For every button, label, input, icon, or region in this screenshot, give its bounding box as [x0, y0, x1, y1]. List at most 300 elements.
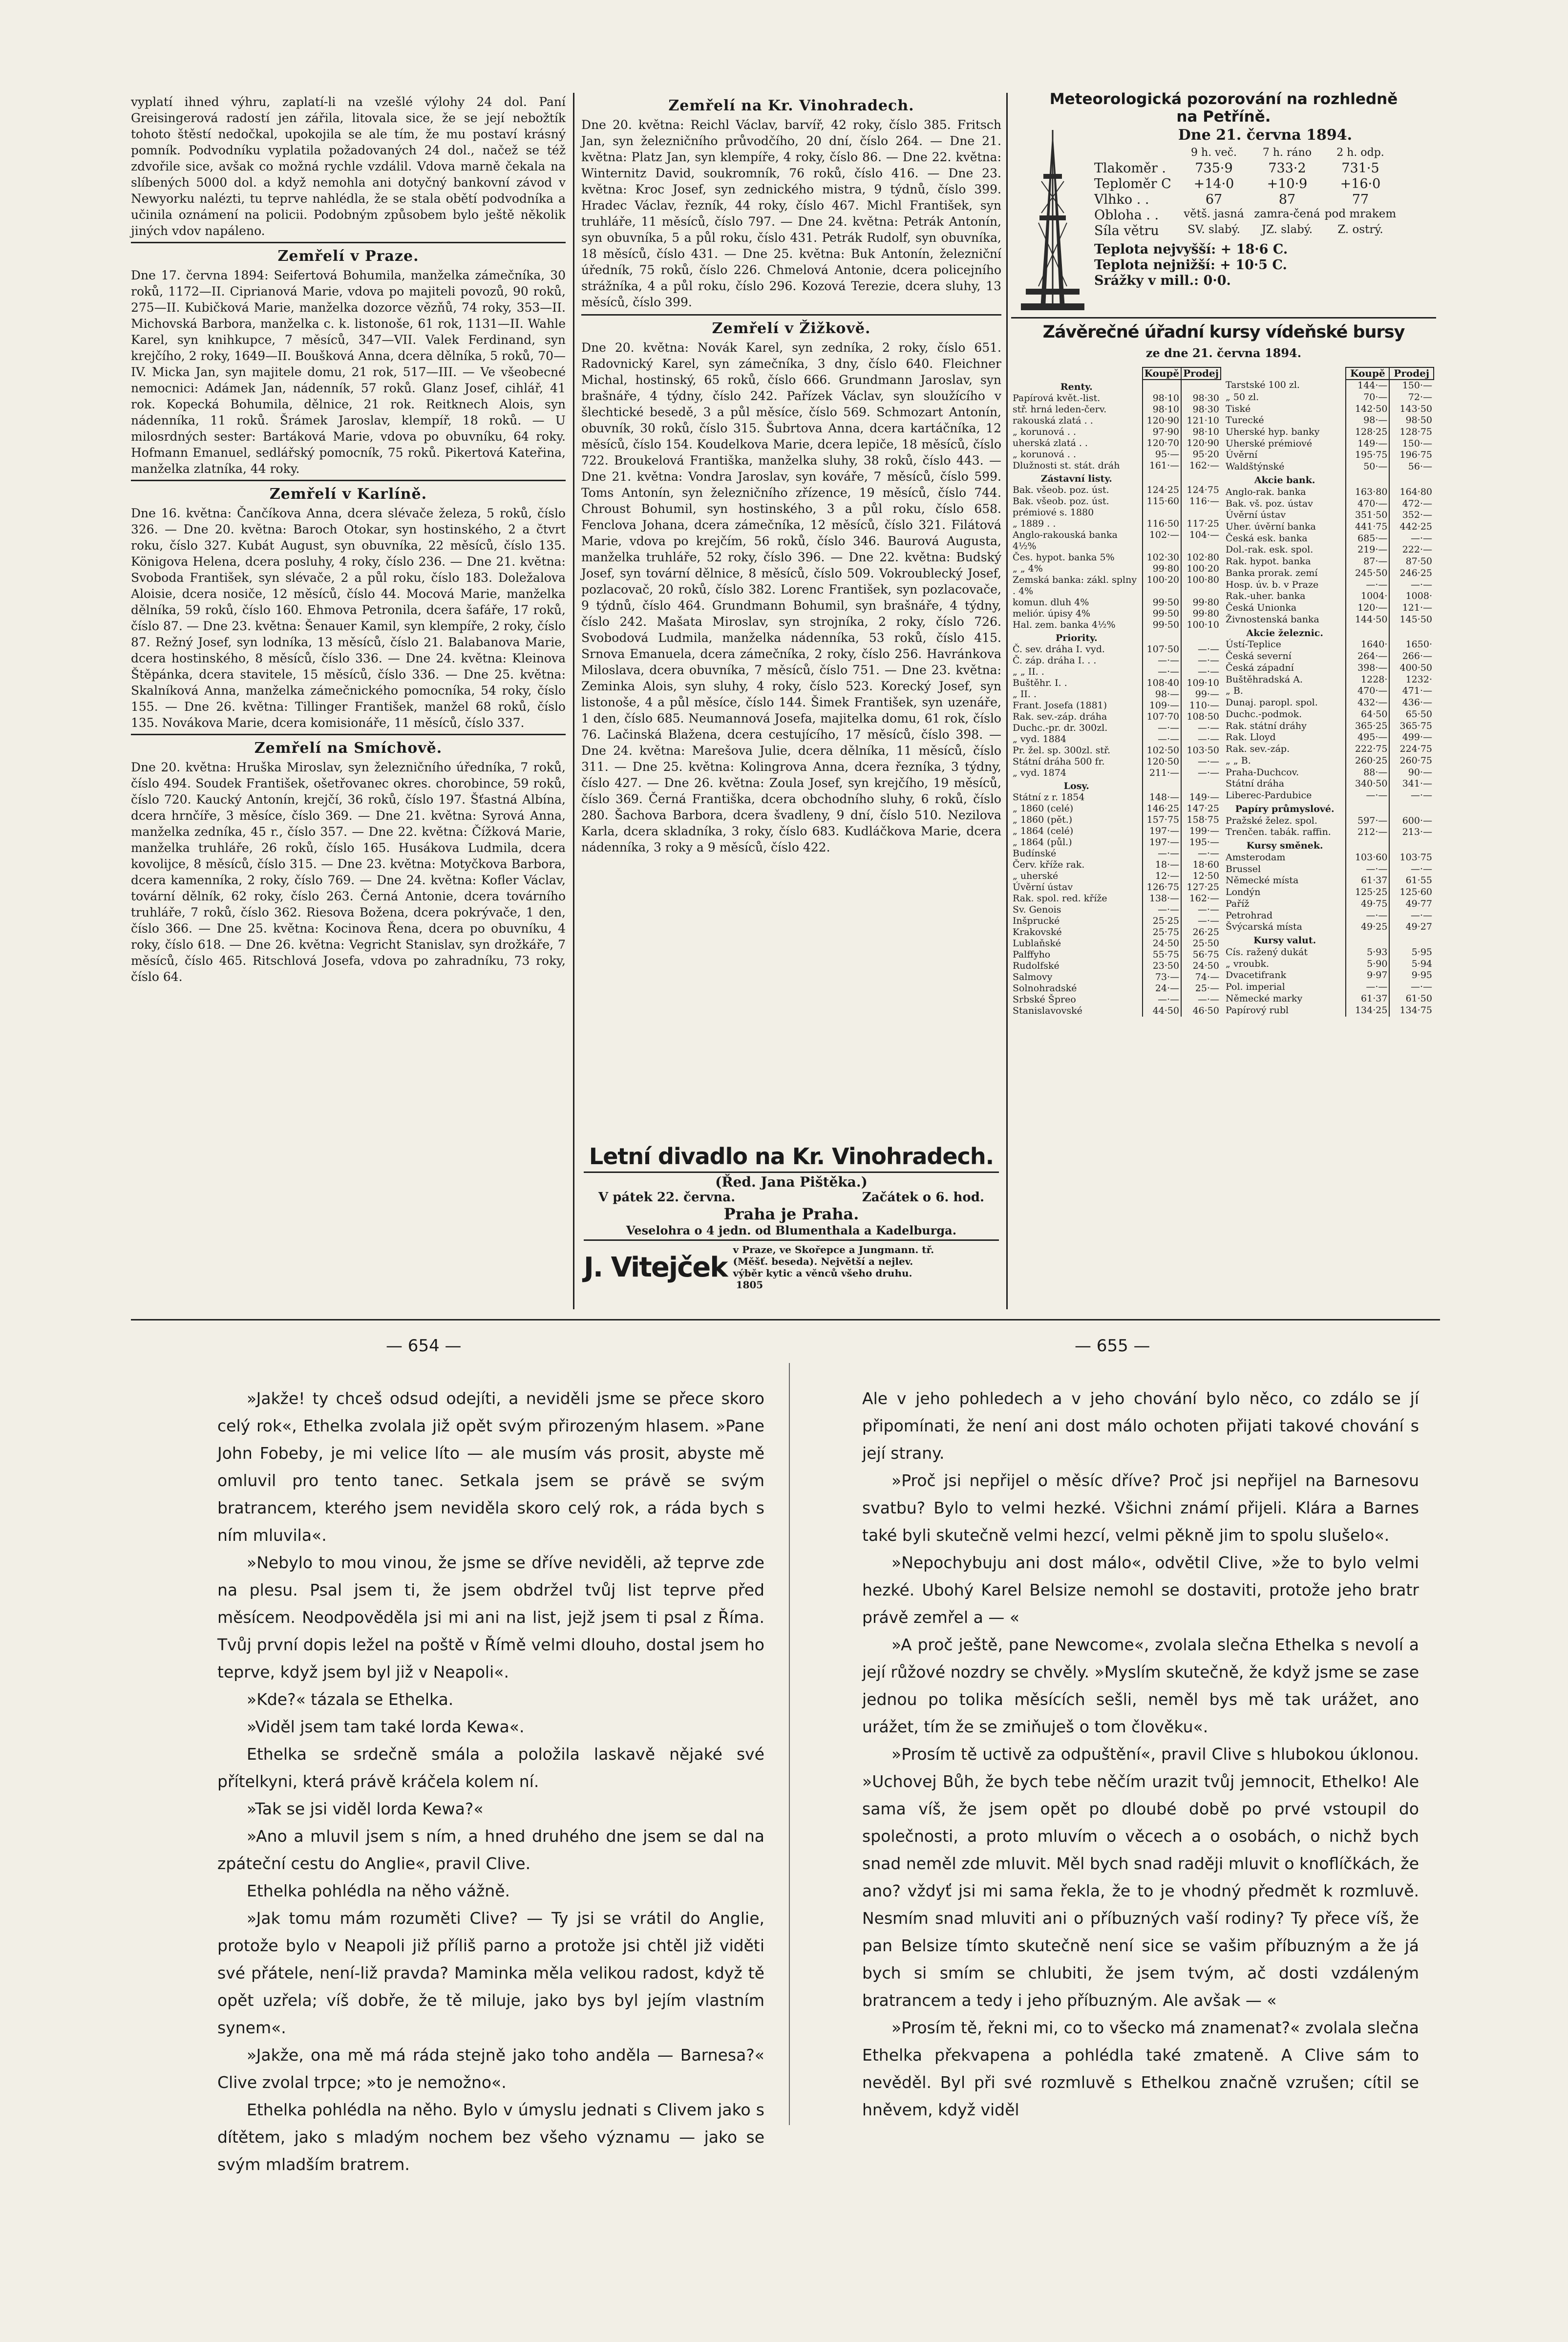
- sell-price: 87·50: [1389, 556, 1434, 568]
- security-name: „ 1889 . .: [1013, 518, 1056, 529]
- buy-price: 365·25: [1346, 721, 1389, 732]
- sell-price: 116·—: [1181, 496, 1221, 518]
- sell-price: —·—: [1389, 790, 1434, 802]
- security-name: „ 1860 (pět.): [1013, 814, 1073, 825]
- table-row: [1224, 614, 1434, 626]
- security-name: Kursy valut.: [1253, 935, 1316, 946]
- security-name: Tarstské 100 zl.: [1226, 380, 1300, 390]
- meteo-title-line2: na Petříně.: [1176, 108, 1271, 126]
- buy-price: [1143, 779, 1182, 792]
- smichov-heading: Zemřelí na Smíchově.: [254, 740, 443, 757]
- table-row: [1224, 778, 1434, 790]
- sell-price: 128·75: [1389, 426, 1434, 438]
- sell-price: 1650·: [1389, 639, 1434, 651]
- sell-price: —·—: [1181, 734, 1221, 745]
- buy-price: —·—: [1346, 910, 1389, 922]
- security-name: Dunaj. paropl. spol.: [1226, 697, 1318, 708]
- sell-price: 120·90: [1181, 438, 1221, 449]
- buy-price: 115·60: [1143, 496, 1182, 518]
- sell-price: 224·75: [1389, 744, 1434, 755]
- security-name: Banka prorak. zemí: [1226, 567, 1318, 578]
- buy-price: 1640·: [1346, 639, 1389, 651]
- table-row: [1011, 644, 1221, 655]
- table-row: [1011, 485, 1221, 496]
- sell-price: 400·50: [1389, 662, 1434, 674]
- table-row: [1011, 552, 1221, 563]
- sell-price: —·—: [1181, 916, 1221, 927]
- sell-price: [1389, 838, 1434, 852]
- sell-price: —·—: [1389, 533, 1434, 545]
- meteo-value: 733·2: [1268, 161, 1306, 176]
- table-row: [1224, 461, 1434, 473]
- table-row: [1224, 591, 1434, 602]
- security-name: Lublaňské: [1013, 938, 1061, 949]
- table-row: [1224, 651, 1434, 662]
- bourse-title: Závěrečné úřadní kursy vídeňské bursy: [1042, 322, 1405, 342]
- security-name: Turecké: [1226, 415, 1264, 426]
- bourse-table-left: [1011, 367, 1221, 1017]
- sell-price: 162·—: [1181, 460, 1221, 471]
- sell-price: 100·20: [1181, 563, 1221, 575]
- buy-price: 149·—: [1346, 438, 1389, 450]
- buy-price: 24·—: [1143, 983, 1182, 994]
- buy-price: 219·—: [1346, 544, 1389, 556]
- buy-price: 195·75: [1346, 449, 1389, 461]
- security-name: Salmovy: [1013, 972, 1053, 982]
- table-row: [1224, 732, 1434, 744]
- sell-price: [1389, 802, 1434, 815]
- security-name: Rak. spol. red. kříže: [1013, 893, 1107, 904]
- sell-price: —·—: [1181, 994, 1221, 1005]
- buy-price: 97·90: [1143, 426, 1182, 438]
- buy-price: 61·37: [1346, 993, 1389, 1005]
- sell-price: 471·—: [1389, 685, 1434, 697]
- sell-price: 25·—: [1181, 983, 1221, 994]
- story-paragraph: »Proč jsi nepřijel o měsíc dříve? Proč jsi nepřijel na Barnesovu svatbu? Bylo to velmi hezké. Všichni známí přijeli. Klára a Barnes také byli skutečně velmi hezcí, velmi pěkně jim to spolu slušelo«.: [862, 1471, 1419, 1545]
- story-paragraph: »Jakže! ty chceš odsud odejíti, a neviděli jsme se přece skoro celý rok«, Ethelka zvolala již opět svým přirozeným hlasem. »Pane John Fobeby, je mi velice líto — ale musím vás prosit, abyste mě omluvil pro tento tanec. Setkala jsem se právě se svým bratrancem, kterého jsem neviděla skoro celý rok, a ráda bych s ním mluvila«.: [217, 1389, 764, 1545]
- table-row: [1011, 404, 1221, 415]
- meteo-label: Tlakoměr .: [1094, 161, 1166, 176]
- table-row: [1011, 619, 1221, 631]
- buy-price: [1143, 380, 1182, 393]
- security-name: Č. záp. dráha I. . .: [1013, 655, 1097, 666]
- table-row: [1224, 755, 1434, 767]
- security-name: Buštěhr. I. .: [1013, 678, 1067, 688]
- table-row: [1011, 745, 1221, 756]
- security-name: Inšprucké: [1013, 916, 1060, 926]
- security-name: Úvěrní: [1226, 449, 1258, 461]
- buy-price: 98·—: [1143, 689, 1182, 700]
- table-row: [1011, 655, 1221, 666]
- sell-price: 124·75: [1181, 485, 1221, 496]
- table-row: [1224, 498, 1434, 510]
- security-name: Kursy směnek.: [1246, 840, 1323, 852]
- table-row: [1224, 510, 1434, 521]
- story-paragraph: »Prosím tě uctivě za odpuštění«, pravil Clive s hlubokou úklonou. »Uchovej Bůh, že bych tebe něčím urazit tvůj jemnocit, Ethelko! Ale sama víš, že jsem opět po dloubé době po prvé vstoupil do společnosti, a proto mluvím o věcech a o osobách, o nichž bych snad neměl zde mluvit. Měl bych snad raději mluvit o knoflíčkách, že ano? vždyť jsi mi sama řekla, že to je vhodný předmět k rozmluvě. Nesmím snad mluviti ani o příbuzných vaší rodiny? Ty přece víš, že pan Belsize tímto skutečně není sice se vašim příbuzným a že já bych si smím se chlubiti, že jsem tvým, ač dosti vzdáleným bratrancem a tedy i jeho příbuzným. Ale avšak — «: [862, 1745, 1419, 2010]
- buy-price: 73·—: [1143, 972, 1182, 983]
- meteo-value: 731·5: [1341, 161, 1379, 176]
- buy-price: 102·—: [1143, 530, 1182, 552]
- table-row: [1011, 426, 1221, 438]
- security-name: „ vyd. 1884: [1013, 734, 1066, 745]
- security-name: Živnostenská banka: [1226, 614, 1319, 625]
- buy-price: 134·25: [1346, 1005, 1389, 1017]
- buy-price: 107·70: [1143, 711, 1182, 723]
- story-page-left: [217, 1385, 764, 2178]
- table-row: [1011, 575, 1221, 597]
- table-row: [1011, 994, 1221, 1005]
- security-name: Amsterodam: [1226, 852, 1286, 863]
- table-row: [1011, 848, 1221, 859]
- security-name: Pražské želez. spol.: [1226, 815, 1317, 826]
- buy-price: 87·—: [1346, 556, 1389, 568]
- buy-price: 125·25: [1346, 887, 1389, 898]
- meteo-date: Dne 21. června 1894.: [1178, 127, 1353, 144]
- meteo-value: +16·0: [1340, 176, 1381, 192]
- florist-text: v Praze, ve Skořepce a Jungmann. tř. (Měšť. beseda). Největší a nejlev. výběr kytic a věnců všeho druhu.: [733, 1244, 934, 1279]
- security-name: Uherské hyp. banky: [1226, 426, 1320, 437]
- buy-price: 25·75: [1143, 927, 1182, 938]
- security-name: Liberec-Pardubice: [1226, 790, 1312, 801]
- florist-number: 1805: [736, 1279, 763, 1291]
- sell-price: 99·—: [1181, 689, 1221, 700]
- meteo-value: SV. slabý.: [1187, 223, 1240, 236]
- security-name: Státní dráha 500 fr.: [1013, 756, 1105, 767]
- buy-price: 24·50: [1143, 938, 1182, 949]
- table-row: [1011, 859, 1221, 871]
- table-row: [1011, 393, 1221, 404]
- buy-price: 685·—: [1346, 533, 1389, 545]
- table-row: [1224, 875, 1434, 887]
- theatre-play: Praha je Praha.: [723, 1205, 859, 1223]
- security-name: Státní z r. 1854: [1013, 792, 1085, 803]
- story-paragraph: Ethelka se srdečně smála a položila laskavě nějaké své přítelkyni, která právě kráčela kolem ní.: [217, 1745, 764, 1791]
- security-name: Červ. kříže rak.: [1013, 859, 1085, 870]
- theatre-desc: Veselohra o 4 jedn. od Blumenthala a Kadelburga.: [584, 1223, 999, 1241]
- buy-price: 98·—: [1346, 415, 1389, 426]
- security-name: Cís. ražený dukát: [1226, 946, 1308, 958]
- security-name: „ II. .: [1013, 689, 1037, 700]
- buy-price: 124·25: [1143, 485, 1182, 496]
- sell-price: 72·—: [1389, 392, 1434, 404]
- table-row: [1224, 970, 1434, 981]
- buy-price: 5·93: [1346, 947, 1389, 958]
- table-row: [1011, 960, 1221, 972]
- column-2: [581, 93, 1001, 855]
- buy-price: 398·—: [1346, 662, 1389, 674]
- table-row: [1224, 827, 1434, 838]
- col-sell-header: Prodej: [1389, 367, 1434, 380]
- buy-price: 264·—: [1346, 651, 1389, 662]
- story-paragraph: Ethelka pohlédla na něho. Bylo v úmyslu jednati s Clivem jako s dítětem, jako s mladým nochem bez všeho významu — jako se svým mladším bratrem.: [217, 2100, 764, 2174]
- buy-price: [1143, 631, 1182, 644]
- buy-price: 55·75: [1143, 949, 1182, 960]
- meteo-label: Síla větru: [1094, 223, 1159, 238]
- sell-price: 117·25: [1181, 518, 1221, 530]
- buy-price: 99·50: [1143, 597, 1182, 608]
- security-name: Solnohradské: [1013, 983, 1077, 994]
- meteo-label: Obloha . .: [1094, 208, 1159, 223]
- table-row: [1224, 852, 1434, 864]
- sell-price: —·—: [1181, 666, 1221, 678]
- sell-price: 104·—: [1181, 530, 1221, 552]
- story-paragraph: »Jak tomu mám rozuměti Clive? — Ty jsi se vrátil do Anglie, protože bylo v Neapoli již příliš parno a protože jsi chtěl již viděti své přátele, není-liž pravda? Maminka měla velikou radost, když tě opět uzřela; víš dobře, že tě miluje, jako bys byl jejím vlastním synem«.: [217, 1909, 764, 2037]
- security-name: stř. hrná leden-červ.: [1013, 404, 1107, 415]
- security-name: Hosp. úv. b. v Praze: [1226, 579, 1319, 590]
- security-name: Dol.-rak. esk. spol.: [1226, 544, 1314, 555]
- karlin-heading: Zemřelí v Karlíně.: [269, 486, 427, 503]
- table-row: [1224, 415, 1434, 426]
- sell-price: 103·75: [1389, 852, 1434, 864]
- security-name: Waldštýnské: [1226, 461, 1285, 472]
- sell-price: 65·50: [1389, 709, 1434, 721]
- table-row: [1224, 662, 1434, 674]
- buy-price: 212·—: [1346, 827, 1389, 838]
- buy-price: 260·25: [1346, 755, 1389, 767]
- buy-price: 1004·: [1346, 591, 1389, 602]
- security-name: Stanislavovské: [1013, 1005, 1082, 1016]
- table-row: [1224, 721, 1434, 732]
- column-3: [1011, 90, 1436, 1017]
- sell-price: 99·80: [1181, 608, 1221, 619]
- sell-price: 61·50: [1389, 993, 1434, 1005]
- table-row: [1224, 838, 1434, 852]
- sell-price: 365·75: [1389, 721, 1434, 732]
- buy-price: 23·50: [1143, 960, 1182, 972]
- security-name: Buštěhradská A.: [1226, 674, 1303, 685]
- meteo-title-line1: Meteorologická pozorování na rozhledně: [1049, 90, 1398, 108]
- meteo-value: 735·9: [1195, 161, 1233, 176]
- sell-price: [1389, 473, 1434, 487]
- col-buy-header: Koupě: [1346, 367, 1389, 380]
- table-row: [1011, 756, 1221, 767]
- buy-price: 98·10: [1143, 393, 1182, 404]
- sell-price: —·—: [1181, 644, 1221, 655]
- sell-price: 125·60: [1389, 887, 1434, 898]
- security-name: Tiské: [1226, 403, 1251, 414]
- table-row: [1011, 916, 1221, 927]
- security-name: „ 1864 (celé): [1013, 826, 1074, 836]
- sell-price: 103·50: [1181, 745, 1221, 756]
- sell-price: 149·—: [1181, 792, 1221, 803]
- sell-price: 49·77: [1389, 898, 1434, 910]
- buy-price: 98·10: [1143, 404, 1182, 415]
- sell-price: 121·—: [1389, 602, 1434, 614]
- security-name: Akcie bank.: [1254, 474, 1315, 486]
- security-name: komun. dluh 4%: [1013, 597, 1089, 608]
- buy-price: 470·—: [1346, 685, 1389, 697]
- meteo-label: Teploměr C: [1094, 176, 1171, 192]
- buy-price: 138·—: [1143, 893, 1182, 904]
- sell-price: 195·—: [1181, 837, 1221, 848]
- meteo-value: 67: [1205, 192, 1223, 207]
- table-row: [1224, 579, 1434, 591]
- table-row: [1224, 993, 1434, 1005]
- security-name: uherská zlatá . .: [1013, 438, 1088, 448]
- security-name: Hal. zem. banka 4½%: [1013, 619, 1116, 630]
- table-row: [1224, 910, 1434, 922]
- petrin-tower-icon: [1011, 128, 1094, 313]
- table-row: [1011, 972, 1221, 983]
- column-1: [131, 94, 566, 985]
- buy-price: 495·—: [1346, 732, 1389, 744]
- table-row: [1224, 744, 1434, 755]
- buy-price: 88·—: [1346, 767, 1389, 779]
- security-name: Brussel: [1226, 863, 1261, 874]
- meteo-time-2: 7 h. ráno: [1262, 147, 1312, 159]
- meteo-time-1: 9 h. več.: [1191, 147, 1237, 159]
- vinohrady-text: Dne 20. května: Reichl Václav, barvíř, 42 roky, číslo 385. Fritsch Jan, syn železničního průvodčího, 20 dní, číslo 264. — Dne 21. května: Platz Jan, syn klempíře, 4 roky, číslo 86. — Dne 22. května: Winternitz David, soukromník, 76 roků, číslo 416. — Dne 23. května: Kroc Josef, syn zednického mistra, 9 týdnů, číslo 399. Hradec Václav, řezník, 44 roky, číslo 467. Michl František, syn truhláře, 11 měsíců, číslo 797. — Dne 24. května: Petrák Antonín, syn obuvníka, 5 a půl roku, číslo 431. Petrák Rudolf, syn obuvníka, 18 měsíců, číslo 431. — Dne 25. května: Buk Antonín, železniční úředník, 75 roků, číslo 226. Chmelová Antonie, dcera policejního strážníka, 4 a půl roku, číslo 296. Kozová Terezie, dcera sluhy, 13 měsíců, číslo 399.: [581, 118, 1001, 309]
- meteo-value: Z. ostrý.: [1337, 223, 1383, 236]
- security-name: Úvěrní ústav: [1226, 510, 1286, 521]
- table-row: [1011, 438, 1221, 449]
- security-name: Česká Unionka: [1226, 602, 1297, 614]
- theatre-director: (Řed. Jana Pištěka.): [715, 1174, 868, 1190]
- security-name: Papíry průmyslové.: [1235, 803, 1335, 814]
- security-name: Rudolfské: [1013, 960, 1059, 971]
- praha-heading: Zemřelí v Praze.: [277, 248, 419, 265]
- security-name: Duchc.-podmok.: [1226, 708, 1302, 720]
- table-row: [1011, 826, 1221, 837]
- sell-price: 95·20: [1181, 449, 1221, 460]
- security-name: „ uherské: [1013, 871, 1059, 881]
- table-row: [1011, 711, 1221, 723]
- security-name: „ „ II. .: [1013, 666, 1044, 677]
- security-name: Palffyho: [1013, 949, 1051, 960]
- table-row: [1224, 958, 1434, 970]
- sell-price: 162·—: [1181, 893, 1221, 904]
- buy-price: 120·70: [1143, 438, 1182, 449]
- buy-price: 120·50: [1143, 756, 1182, 767]
- security-name: Priority.: [1055, 633, 1098, 643]
- table-row: [1011, 518, 1221, 530]
- meteo-min: Teplota nejnižší: + 10·5 C.: [1094, 257, 1287, 273]
- buy-price: 108·40: [1143, 678, 1182, 689]
- table-row: [1224, 533, 1434, 545]
- sell-price: 222·—: [1389, 544, 1434, 556]
- buy-price: —·—: [1143, 994, 1182, 1005]
- sell-price: 90·—: [1389, 767, 1434, 779]
- meteo-value: větš. jasná: [1184, 208, 1244, 220]
- table-row: [1011, 666, 1221, 678]
- table-row: [1011, 938, 1221, 949]
- sell-price: 98·30: [1181, 393, 1221, 404]
- table-row: [1011, 678, 1221, 689]
- security-name: Pr. žel. sp. 300zl. stř.: [1013, 745, 1111, 756]
- security-name: Krakovské: [1013, 927, 1062, 937]
- sell-price: 246·25: [1389, 568, 1434, 579]
- table-row: [1224, 790, 1434, 802]
- table-row: [1011, 983, 1221, 994]
- security-name: „ 1860 (celé): [1013, 803, 1074, 814]
- table-row: [1224, 556, 1434, 568]
- table-row: [1224, 449, 1434, 461]
- buy-price: 157·75: [1143, 814, 1182, 826]
- table-row: [1224, 921, 1434, 933]
- karlin-text: Dne 16. května: Čančíkova Anna, dcera slévače železa, 5 roků, číslo 326. — Dne 20. května: Baroch Otokar, syn hostinského, 2 a čtvrt roku, číslo 327. Kubát August, syn obuvníka, 22 měsíců, číslo 135. Königova Helena, dcera posluhy, 4 roky, číslo 236. — Dne 21. května: Svoboda František, syn slévače, 2 a půl roku, číslo 183. Doležalova Aloisie, dcera nosiče, 12 měsíců, číslo 44. Mocová Marie, manželka dělníka, 59 roků, číslo 160. Ehmova Petronila, dcera šafáře, 17 roků, číslo 87. — Dne 23. května: Šenauer Kamil, syn klempíře, 2 roky, číslo 87. Režný Josef, syn lodníka, 13 měsíců, číslo 21. Balabanova Marie, dcera hostinského, 8 měsíců, číslo 336. — Dne 24. května: Kleinova Štěpánka, dcera stavitele, 15 měsíců, číslo 336. — Dne 25. května: Skalníková Anna, manželka zámečnického pomocníka, 54 roky, číslo 155. — Dne 26. května: Tillinger František, manžel 68 roků, číslo 135. Novákova Marie, dcera komisionáře, 11 měsíců, číslo 337.: [131, 506, 566, 730]
- table-row: [1011, 871, 1221, 882]
- sell-price: 5·95: [1389, 947, 1434, 958]
- security-name: Rak. hypot. banka: [1226, 556, 1311, 567]
- buy-price: 126·75: [1143, 882, 1182, 893]
- table-row: [1011, 460, 1221, 471]
- table-row: [1011, 471, 1221, 485]
- security-name: Bak. vš. poz. ústav: [1226, 498, 1313, 509]
- theatre-title: Letní divadlo na Kr. Vinohradech.: [584, 1143, 999, 1173]
- sell-price: 49·27: [1389, 921, 1434, 933]
- buy-price: [1143, 471, 1182, 485]
- praha-text: Dne 17. června 1894: Seifertová Bohumila, manželka zámečníka, 30 roků, 1172—II. Ciprianová Marie, vdova po majiteli povozů, 90 roků, 275—II. Kubičková Marie, manželka dozorce vězňů, 74 roky, 353—II. Michovská Barbora, manželka c. k. listonoše, 61 rok, 1131—II. Wahle Karel, syn knihkupce, 7 měsíců, 347—VII. Valek Ferdinand, syn krejčího, 2 roky, 1649—II. Boušková Anna, dcera dělníka, 5 roků, 70—IV. Micka Jan, syn majitele domu, 21 rok, 517—III. — Ve všeobecné nemocnici: Adámek Jan, nádenník, 57 roků. Glanz Josef, cihlář, 41 rok. Kopecká Bohumila, dělnice, 21 rok. Reitknech Alois, syn nádenníka, 11 roků. Šrámek Jaroslav, klempíř, 18 roků. — U milosrdných sester: Bartáková Marie, vdova po obuvníku, 64 roky. Hofmann Emanuel, sedlářský pomocník, 75 roků. Pikertová Kateřina, manželka zlatníka, 44 roky.: [131, 268, 566, 476]
- table-row: [1011, 792, 1221, 803]
- sell-price: 145·50: [1389, 614, 1434, 626]
- buy-price: —·—: [1346, 981, 1389, 993]
- security-name: „ B.: [1226, 685, 1243, 697]
- security-name: Frant. Josefa (1881): [1013, 700, 1107, 711]
- sell-price: 46·50: [1181, 1005, 1221, 1017]
- security-name: Paříž: [1226, 898, 1250, 909]
- meteo-value: 77: [1352, 192, 1369, 207]
- buy-price: 18·—: [1143, 859, 1182, 871]
- page-number-right: — 655 —: [1075, 1336, 1150, 1356]
- sell-price: 108·50: [1181, 711, 1221, 723]
- sell-price: —·—: [1389, 910, 1434, 922]
- sell-price: 24·50: [1181, 960, 1221, 972]
- security-name: Papírový rubl: [1226, 1004, 1289, 1016]
- security-name: Srbské Špreo: [1013, 994, 1076, 1005]
- buy-price: 49·75: [1346, 898, 1389, 910]
- security-name: Čes. hypot. banka 5%: [1013, 552, 1115, 563]
- table-row: [1224, 602, 1434, 614]
- buy-price: 99·50: [1143, 608, 1182, 619]
- zizkov-text: Dne 20. května: Novák Karel, syn zedníka, 2 roky, číslo 651. Radovnický Karel, syn zámečníka, 3 dny, číslo 640. Fleichner Michal, hostinský, 65 roků, číslo 666. Grundmann Jaroslav, syn brašnáře, 4 týdny, číslo 242. Pařízek Václav, syn sloužícího v šlechtické besedě, 3 a půl měsíce, číslo 569. Schmozart Antonín, obuvník, 30 roků, číslo 315. Šubrtova Anna, dcera kartáčníka, 12 měsíců, číslo 154. Koudelkova Marie, dcera lepiče, 18 měsíců, číslo 722. Broukelová Františka, manželka sluhy, 38 roků, číslo 443. — Dne 21. května: Vondra Jaroslav, syn kováře, 7 měsíců, číslo 599. Toms Antonín, syn železničního zřízence, 19 měsíců, číslo 744. Chroust Bohumil, syn hostinského, 3 a půl roku, číslo 658. Fenclova Johana, dcera zámečníka, 12 měsíců, číslo 321. Filátová Marie, vdova po krejčím, 56 roků, číslo 346. Baurová Augusta, manželka truhláře, 52 roky, číslo 396. — Dne 22. května: Budský Josef, syn tovární dělnice, 8 měsíců, číslo 509. Vokroublecký Josef, pozlacovač, 20 roků, číslo 382. Lorenc František, syn pozlacovače, 9 týdnů, číslo 464. Grundmann Bohumil, syn brašnáře, 4 týdny, číslo 242. Mašata Miroslav, syn strojníka, 2 roky, číslo 726. Svobodová Ludmila, manželka nádenníka, 53 roků, číslo 415. Srnova Emanuela, dcera zámečníka, 2 roky, číslo 256. Havránkova Miloslava, dcera obuvníka, 7 měsíců, číslo 751. — Dne 23. května: Zeminka Alois, syn sluhy, 4 roky, číslo 523. Korecký Josef, syn listonoše, 4 a půl měsíce, číslo 144. Šimek František, syn uzenáře, 1 den, číslo 685. Neumannová Josefa, majitelka domu, 61 rok, číslo 76. Lačinská Blažena, dcera cestujícího, 17 měsíců, číslo 398. — Dne 24. května: Marešova Julie, dcera dělníka, 11 měsíců, číslo 311. — Dne 25. května: Kolingrova Anna, dcera řezníka, 3 týdny, číslo 427. — Dne 26. května: Zoula Josef, syn krejčího, 19 měsíců, číslo 369. Černá Františka, dcera obchodního sluhy, 6 roků, číslo 280. Šachova Barbora, dcera švadleny, 9 dní, číslo 510. Nezilova Karla, dcera skladníka, 3 roky, číslo 683. Kudláčkova Marie, dcera nádenníka, 3 roky a 9 měsíců, číslo 422.: [581, 341, 1001, 854]
- buy-price: 441·75: [1346, 521, 1389, 533]
- sell-price: [1181, 471, 1221, 485]
- sell-price: 61·55: [1389, 875, 1434, 887]
- buy-price: —·—: [1143, 848, 1182, 859]
- buy-price: 70·—: [1346, 392, 1389, 404]
- sell-price: 150·—: [1389, 438, 1434, 450]
- sell-price: 472·—: [1389, 498, 1434, 510]
- col-buy-header: Koupě: [1143, 367, 1182, 380]
- buy-price: 61·37: [1346, 875, 1389, 887]
- table-row: [1224, 685, 1434, 697]
- sell-price: 260·75: [1389, 755, 1434, 767]
- buy-price: 99·80: [1143, 563, 1182, 575]
- sell-price: 98·10: [1181, 426, 1221, 438]
- sell-price: 147·25: [1181, 803, 1221, 814]
- table-row: [1011, 530, 1221, 552]
- sell-price: 150·—: [1389, 380, 1434, 392]
- security-name: Losy.: [1063, 781, 1089, 791]
- security-name: Papírová květ.-list.: [1013, 393, 1101, 404]
- buy-price: 211·—: [1143, 767, 1182, 779]
- security-name: „ 1864 (půl.): [1013, 837, 1072, 848]
- security-name: „ „ 4%: [1013, 563, 1043, 574]
- security-name: rakouská zlatá . .: [1013, 415, 1093, 426]
- security-name: „ vroubk.: [1226, 958, 1270, 969]
- sell-price: 442·25: [1389, 521, 1434, 533]
- sell-price: —·—: [1181, 767, 1221, 779]
- sell-price: 109·10: [1181, 678, 1221, 689]
- buy-price: 146·25: [1143, 803, 1182, 814]
- sell-price: 158·75: [1181, 814, 1221, 826]
- buy-price: 49·25: [1346, 921, 1389, 933]
- table-row: [1011, 689, 1221, 700]
- sell-price: 56·—: [1389, 461, 1434, 473]
- page-number-left: — 654 —: [386, 1336, 462, 1356]
- security-name: Budínské: [1013, 848, 1057, 859]
- table-row: [1011, 837, 1221, 848]
